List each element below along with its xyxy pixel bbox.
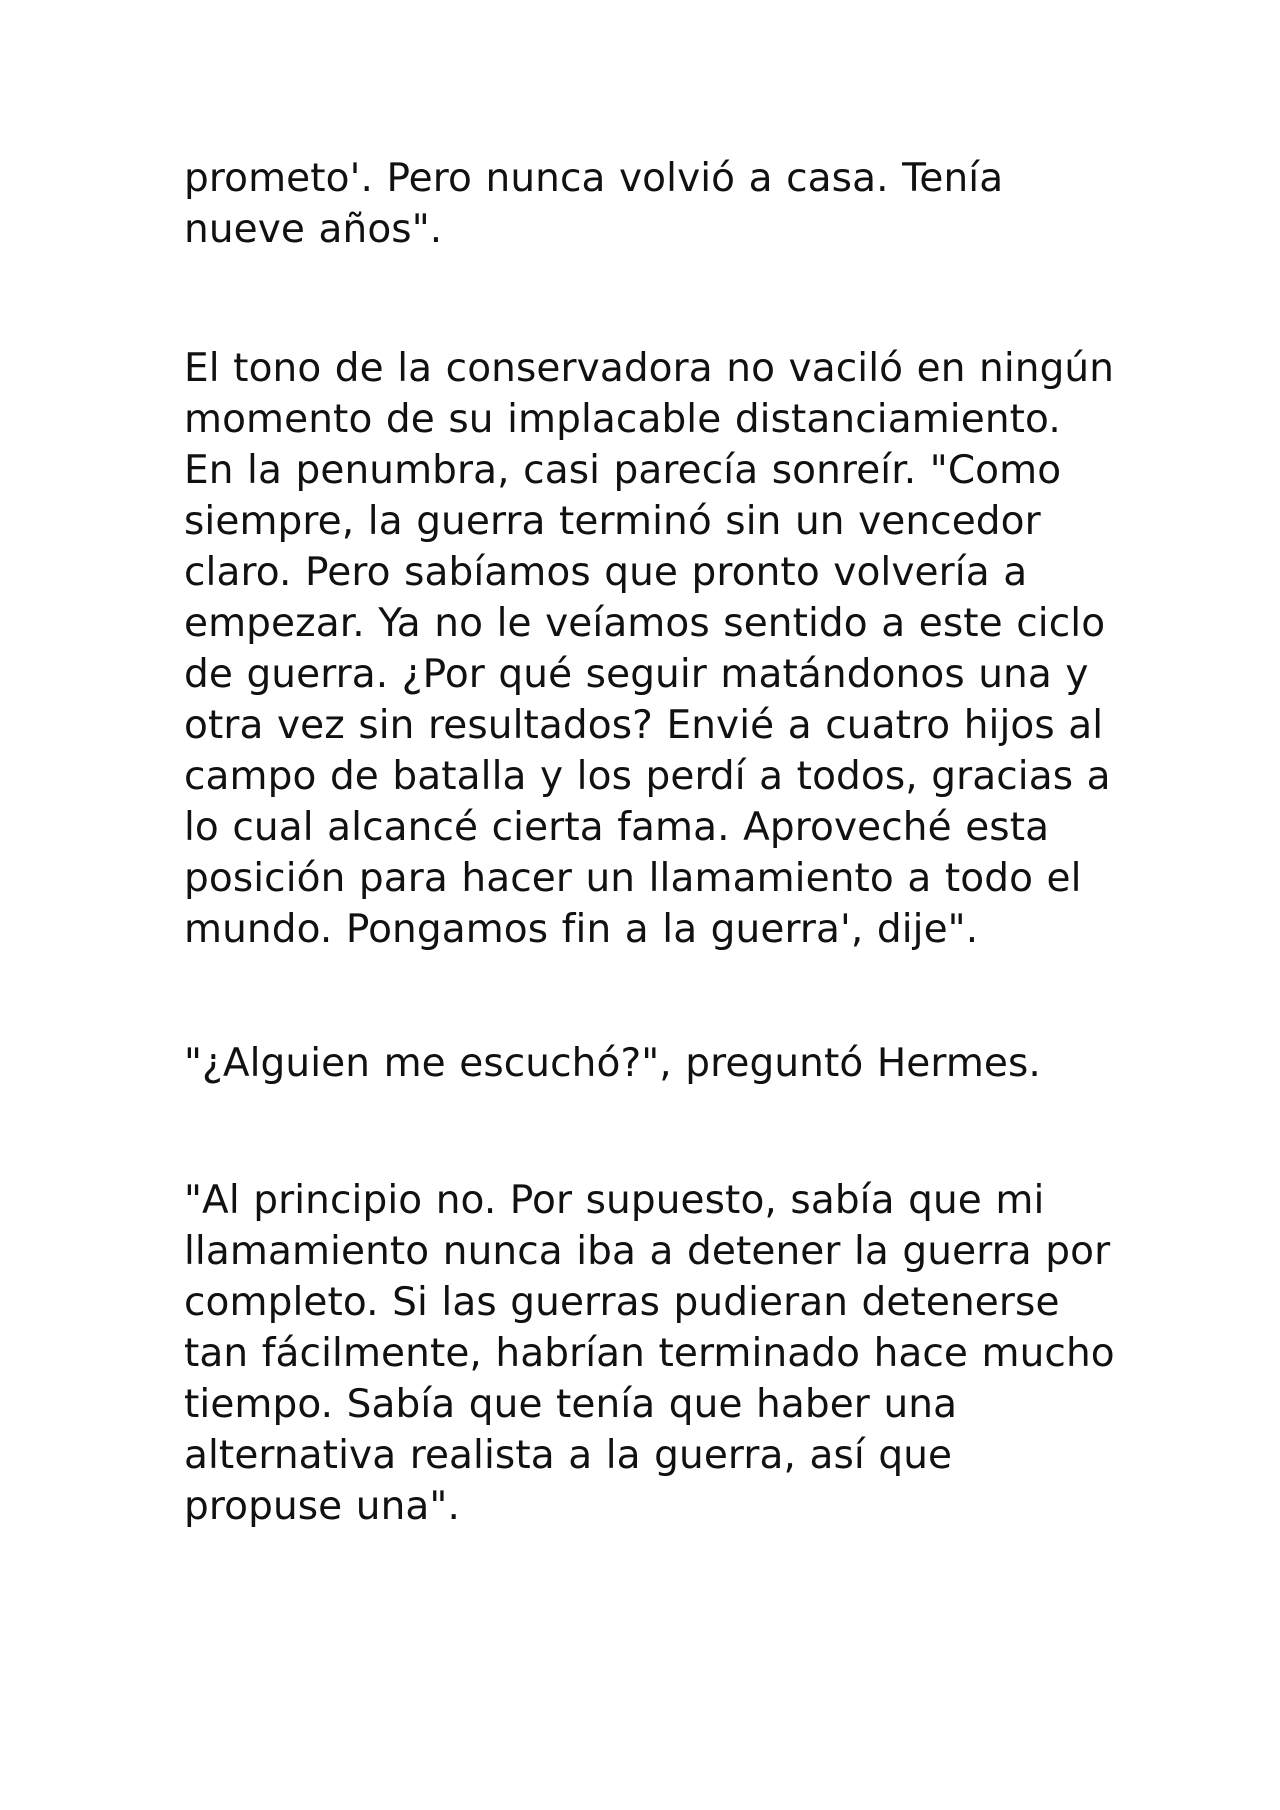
text-line: "Al principio no. Por supuesto, sabía que mi	[184, 1178, 1045, 1223]
text-line: propuse una".	[184, 1484, 460, 1529]
text-line: momento de su implacable distanciamiento.	[184, 397, 1061, 442]
text-line: campo de batalla y los perdí a todos, gracias a	[184, 754, 1111, 799]
paragraph	[184, 153, 1124, 255]
text-line: otra vez sin resultados? Envié a cuatro hijos al	[184, 703, 1104, 748]
text-line: de guerra. ¿Por qué seguir matándonos una y	[184, 652, 1089, 697]
text-line: "¿Alguien me escuchó?", preguntó Hermes.	[184, 1041, 1041, 1086]
text-line: alternativa realista a la guerra, así que	[184, 1433, 953, 1478]
text-line: siempre, la guerra terminó sin un vencedor	[184, 499, 1041, 544]
text-line: llamamiento nunca iba a detener la guerra por	[184, 1229, 1111, 1274]
text-line: tan fácilmente, habrían terminado hace mucho	[184, 1331, 1115, 1376]
paragraph	[184, 1175, 1124, 1532]
text-line: tiempo. Sabía que tenía que haber una	[184, 1382, 958, 1427]
text-line: claro. Pero sabíamos que pronto volvería a	[184, 550, 1028, 595]
text-line: El tono de la conservadora no vaciló en ningún	[184, 346, 1115, 391]
text-line: completo. Si las guerras pudieran detenerse	[184, 1280, 1060, 1325]
text-line: En la penumbra, casi parecía sonreír. "Como	[184, 448, 1062, 493]
text-line: posición para hacer un llamamiento a todo el	[184, 856, 1082, 901]
text-line: lo cual alcancé cierta fama. Aproveché esta	[184, 805, 1050, 850]
paragraph	[184, 343, 1124, 955]
text-line: mundo. Pongamos fin a la guerra', dije".	[184, 907, 979, 952]
text-line: empezar. Ya no le veíamos sentido a este ciclo	[184, 601, 1106, 646]
paragraph	[184, 1038, 1124, 1089]
text-line: prometo'. Pero nunca volvió a casa. Tenía	[184, 156, 1004, 201]
text-line: nueve años".	[184, 207, 443, 252]
